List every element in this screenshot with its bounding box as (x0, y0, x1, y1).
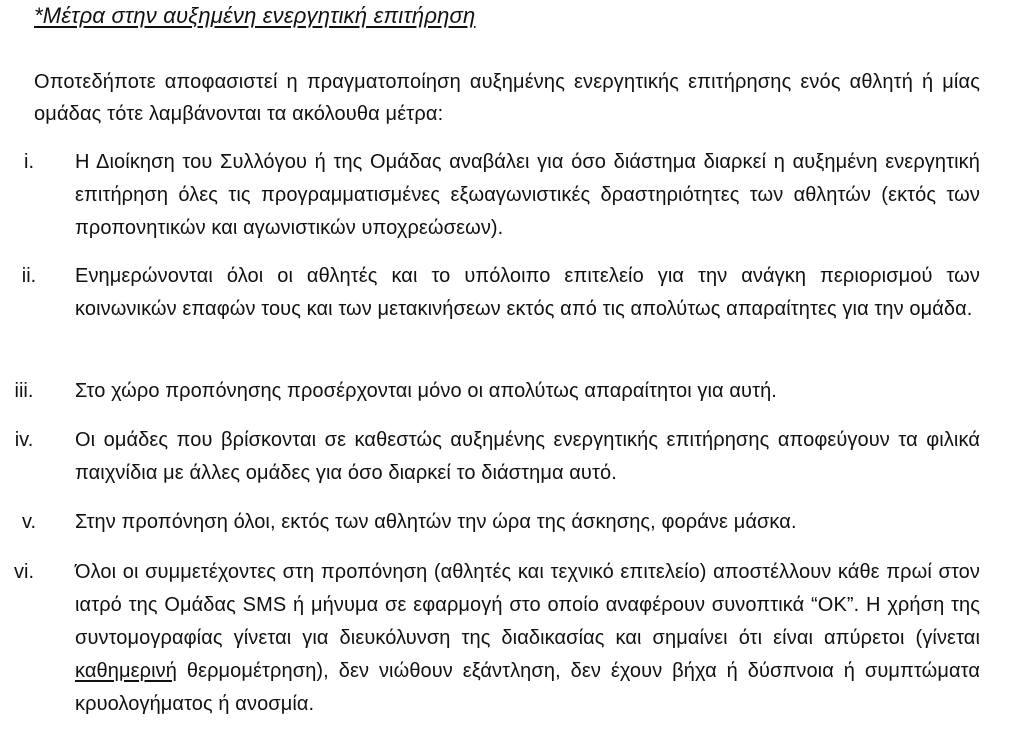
list-marker: vi. (14, 561, 34, 583)
underlined-word: καθημερινή (75, 660, 177, 682)
list-item-text: Οι ομάδες που βρίσκονται σε καθεστώς αυξημένης ενεργητικής επιτήρησης αποφεύγουν τα φιλικά παιχνίδια με άλλες ομάδες για όσο διαρκεί το διάστημα αυτό. (75, 429, 980, 484)
section-heading: *Μέτρα στην αυξημένη ενεργητική επιτήρηση (34, 3, 476, 28)
list-marker: iv. (14, 429, 34, 451)
list-marker: i. (24, 151, 34, 173)
list-item-text-part: Όλοι οι συμμετέχοντες στη προπόνηση (αθλητές και τεχνικό επιτελείο) αποστέλλουν κάθε πρωί στον ιατρό της Ομάδας SMS ή μήνυμα σε εφαρμογή στο οποίο αναφέρουν συνοπτικά “ΟΚ”. Η χρήση της συντομογραφίας γίνεται για διευκόλυνση της διαδικασίας και σημαίνει ότι είναι απύρετοι (γίνεται (75, 561, 980, 649)
list-marker: v. (21, 511, 37, 533)
list-item-text: Ενημερώνονται όλοι οι αθλητές και το υπόλοιπο επιτελείο για την ανάγκη περιορισμού των κοινωνικών επαφών τους και των μετακινήσεων εκτός από τις απολύτως απαραίτητες για την ομάδα. (75, 265, 980, 320)
list-marker: iii. (14, 380, 34, 402)
list-item-text (75, 556, 980, 721)
list-marker: ii. (21, 265, 37, 287)
list-item-text: Στην προπόνηση όλοι, εκτός των αθλητών την ώρα της άσκησης, φοράνε μάσκα. (75, 511, 797, 533)
intro-paragraph: Οποτεδήποτε αποφασιστεί η πραγματοποίηση αυξημένης ενεργητικής επιτήρησης ενός αθλητή ή μίας ομάδας τότε λαμβάνονται τα ακόλουθα μέτρα: (34, 71, 980, 125)
list-item-text: Η Διοίκηση του Συλλόγου ή της Ομάδας αναβάλει για όσο διάστημα διαρκεί η αυξημένη ενεργητική επιτήρηση όλες τις προγραμματισμένες εξωαγωνιστικές δραστηριότητες των αθλητών (εκτός των προπονητικών και αγωνιστικών υποχρεώσεων). (75, 151, 980, 239)
list-item-text-part: θερμομέτρηση), δεν νιώθουν εξάντληση, δεν έχουν βήχα ή δύσπνοια ή συμπτώματα κρυολογήματος ή ανοσμία. (75, 660, 980, 715)
list-item-text: Στο χώρο προπόνησης προσέρχονται μόνο οι απολύτως απαραίτητοι για αυτή. (75, 380, 777, 402)
